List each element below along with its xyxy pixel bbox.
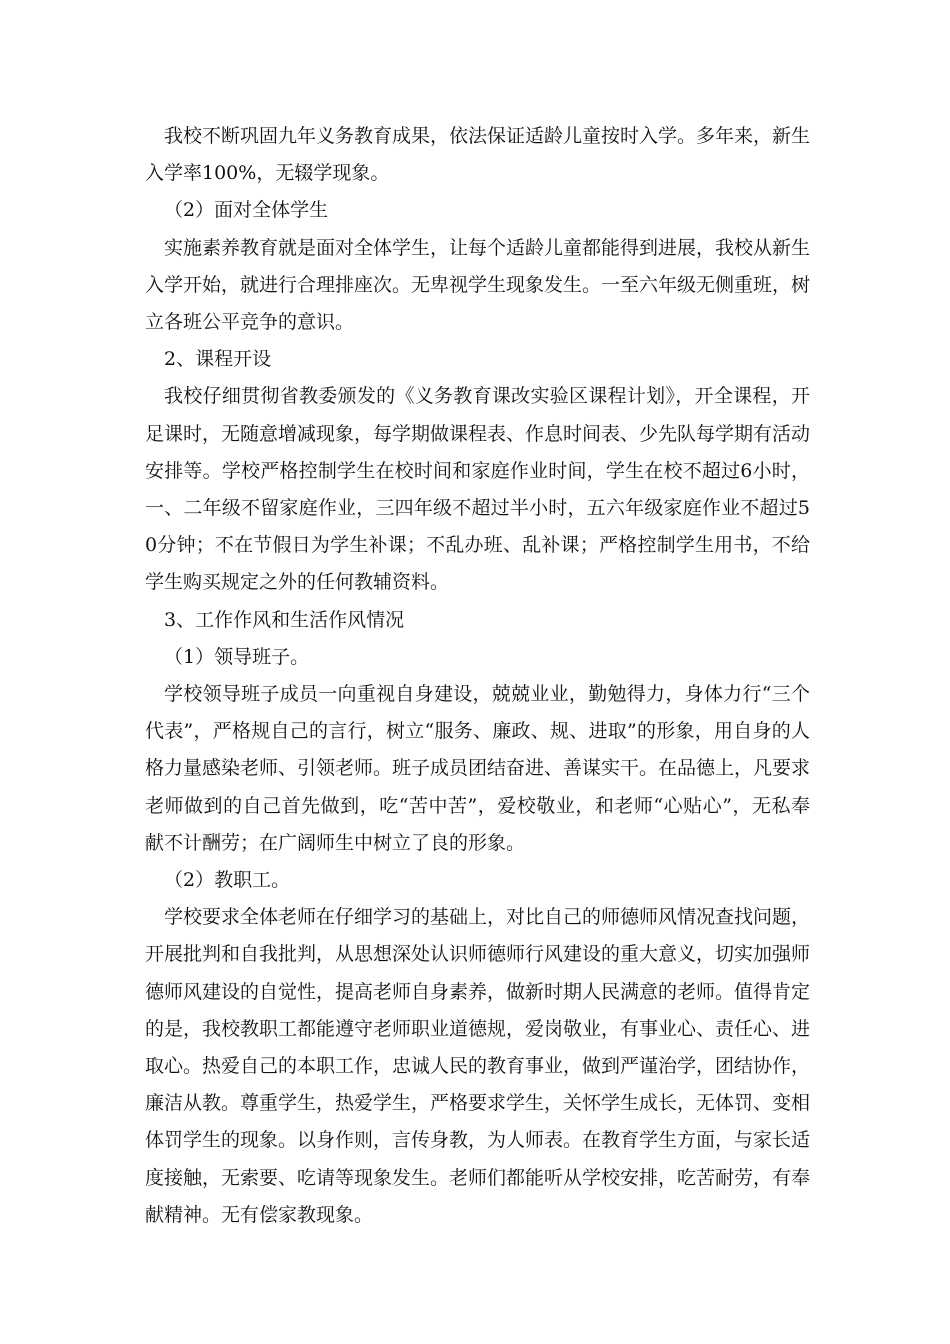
paragraph-quality-education: 实施素养教育就是面对全体学生，让每个适龄儿童都能得到进展，我校从新生入学开始，就进行合理排座次。无卑视学生现象发生。一至六年级无侧重班，树立各班公平竞争的意识。 [145,236,811,334]
heading-all-students: （2）面对全体学生 [164,199,329,222]
document-page [145,118,810,1234]
heading-staff: （2）教职工。 [164,869,291,892]
heading-curriculum: 2、课程开设 [164,348,272,371]
paragraph-staff: 学校要求全体老师在仔细学习的基础上，对比自己的师德师风情况查找问题，开展批判和自我批判，从思想深处认识师德师行风建设的重大意义，切实加强师德师风建设的自觉性，提高老师自身素养，做新时期人民满意的老师。值得肯定的是，我校教职工都能遵守老师职业道德规，爱岗敬业，有事业心、责任心、进取心。热爱自己的本职工作，忠诚人民的教育事业，做到严谨治学，团结协作，廉洁从教。尊重学生，热爱学生，严格要求学生，关怀学生成长，无体罚、变相体罚学生的现象。以身作则，言传身教，为人师表。在教育学生方面，与家长适度接触，无索要、吃请等现象发生。老师们都能听从学校安排，吃苦耐劳，有奉献精神。无有偿家教现象。 [145,906,811,1226]
heading-leadership: （1）领导班子。 [164,645,310,668]
paragraph-enrollment: 我校不断巩固九年义务教育成果，依法保证适龄儿童按时入学。多年来，新生入学率100%，无辍学现象。 [145,125,811,185]
paragraph-leadership: 学校领导班子成员一向重视自身建设，兢兢业业，勤勉得力，身体力行“三个代表”，严格规自己的言行，树立“服务、廉政、规、进取”的形象，用自身的人格力量感染老师、引领老师。班子成员团结奋进、善谋实干。在品德上，凡要求老师做到的自己首先做到，吃“苦中苦”，爱校敬业，和老师“心贴心”，无私奉献不计酬劳；在广阔师生中树立了良的形象。 [145,683,811,854]
paragraph-curriculum: 我校仔细贯彻省教委颁发的《义务教育课改实验区课程计划》，开全课程，开足课时，无随意增减现象，每学期做课程表、作息时间表、少先队每学期有活动安排等。学校严格控制学生在校时间和家庭作业时间，学生在校不超过6小时，一、二年级不留家庭作业，三四年级不超过半小时，五六年级家庭作业不超过50分钟；不在节假日为学生补课；不乱办班、乱补课；严格控制学生用书，不给学生购买规定之外的任何教辅资料。 [145,385,811,594]
heading-work-style: 3、工作作风和生活作风情况 [164,608,405,631]
